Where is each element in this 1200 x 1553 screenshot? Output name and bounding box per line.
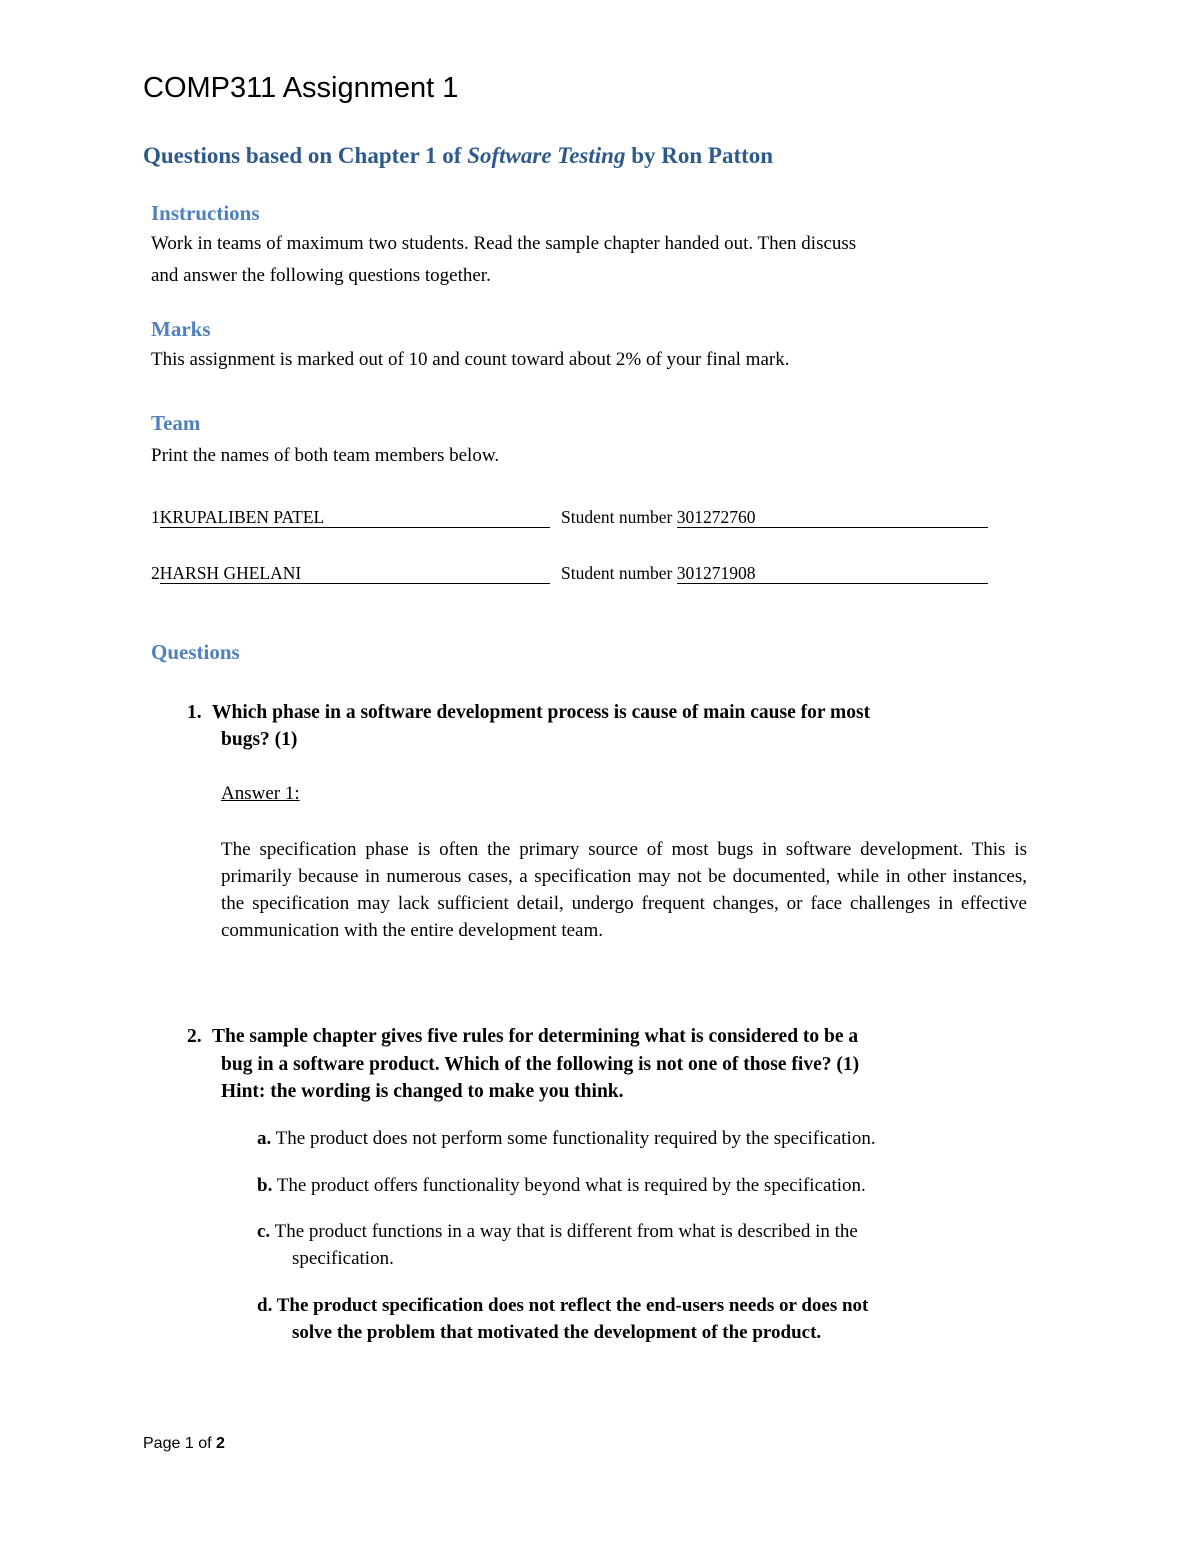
option-letter: a. <box>257 1128 272 1149</box>
marks-heading: Marks <box>151 317 211 341</box>
q2-line-2: bug in a software product. Which of the following is not one of those five? (1) <box>221 1054 860 1075</box>
page-label: Page <box>143 1435 181 1452</box>
option-text: The product functions in a way that is different from what is described in the <box>274 1221 858 1242</box>
answer-1-text: The specification phase is often the primary source of most bugs in software development. This is primarily because in numerous cases, a specification may not be documented, while in other instances, the specification may lack sufficient detail, undergo frequent changes, or face challenges in effective communication with the entire development team. <box>221 839 1027 941</box>
option-d <box>257 1295 868 1317</box>
option-letter: d. <box>257 1295 273 1316</box>
q1-number: 1. <box>187 702 202 723</box>
option-letter: c. <box>257 1221 271 1242</box>
q2-number: 2. <box>187 1026 202 1047</box>
total-pages: 2 <box>215 1435 225 1452</box>
team-instruction: Print the names of both team members below. <box>151 445 500 466</box>
subtitle-suffix: by Ron Patton <box>625 143 774 168</box>
student-number-field: 301271908 <box>677 564 988 584</box>
member-number: 2 <box>151 563 160 583</box>
option-c-continuation: specification. <box>292 1248 394 1269</box>
team-heading: Team <box>151 411 201 435</box>
instructions-line-1: Work in teams of maximum two students. Read the sample chapter handed out. Then discuss <box>151 233 857 254</box>
option-c <box>257 1221 858 1243</box>
option-letter: b. <box>257 1175 273 1196</box>
team-member-1 <box>151 507 550 528</box>
member-name-field: KRUPALIBEN PATEL <box>160 508 550 528</box>
document-title: COMP311 Assignment 1 <box>143 72 459 104</box>
q1-line-1: Which phase in a software development process is cause of main cause for most <box>212 702 871 723</box>
q2-line-1: The sample chapter gives five rules for determining what is considered to be a <box>212 1026 859 1047</box>
page-footer <box>143 1435 225 1453</box>
document-subtitle <box>143 143 773 169</box>
questions-heading: Questions <box>151 640 240 664</box>
option-text: The product offers functionality beyond what is required by the specification. <box>276 1175 866 1196</box>
option-a <box>257 1128 876 1150</box>
current-page: 1 <box>184 1435 194 1452</box>
option-text: The product does not perform some functionality required by the specification. <box>275 1128 876 1149</box>
student-number-2 <box>561 563 988 584</box>
instructions-line-2: and answer the following questions together. <box>151 265 491 286</box>
member-name-field: HARSH GHELANI <box>160 564 550 584</box>
member-number: 1 <box>151 507 160 527</box>
of-label: of <box>198 1435 212 1452</box>
marks-text: This assignment is marked out of 10 and count toward about 2% of your final mark. <box>151 349 790 370</box>
student-number-field: 301272760 <box>677 508 988 528</box>
answer-1-label: Answer 1: <box>221 783 300 804</box>
student-number-1 <box>561 507 988 528</box>
option-text: The product specification does not reflect the end-users needs or does not <box>276 1295 869 1316</box>
q1-line-2: bugs? (1) <box>221 729 298 750</box>
instructions-heading: Instructions <box>151 201 260 225</box>
student-number-label: Student number <box>561 507 673 527</box>
subtitle-prefix: Questions based on Chapter 1 of <box>143 143 468 168</box>
book-title: Software Testing <box>467 143 626 168</box>
option-d-continuation: solve the problem that motivated the development of the product. <box>292 1322 822 1343</box>
team-member-2 <box>151 563 550 584</box>
q2-hint: Hint: the wording is changed to make you think. <box>221 1081 624 1102</box>
student-number-label: Student number <box>561 563 673 583</box>
option-b <box>257 1175 866 1197</box>
